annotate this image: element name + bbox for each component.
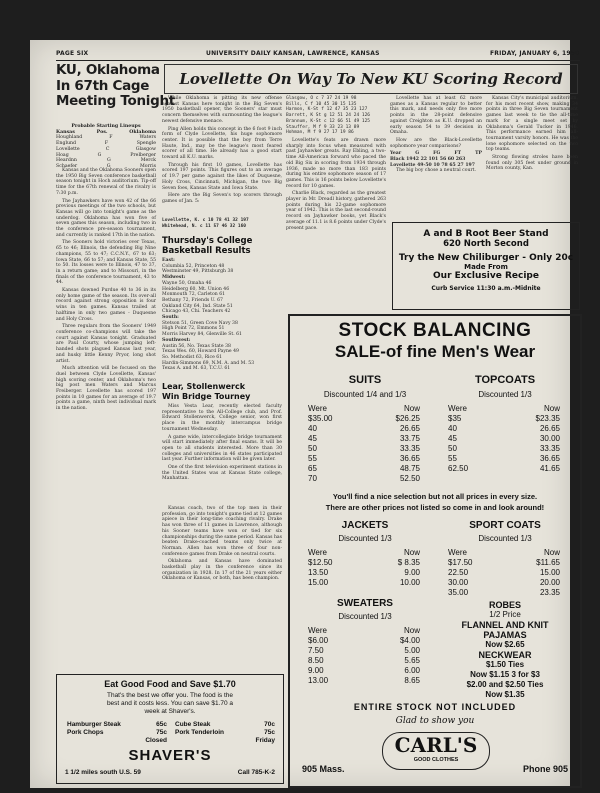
shaver-menu-right: Cube Steak 70c Pork Tenderloin 75c Friday [175,721,275,744]
robes-block [440,600,570,700]
shaver-headline: Eat Good Food and Save $1.70 [104,679,236,689]
result-line: Wayne 50, Omaha 46 [162,280,212,286]
lineup-col: Pos. [96,129,108,135]
story-paragraph: Kansas City's municipal auditorium, for his most recent show, making 34 points in three Big Seven tournament games last week to tie the all-time mark for a single meet set by Oklahoma's Gerald Tucker in 1946. This performance earned him all-tournament varsity honors. He was the lone sophomore selected on the two top teams. [486,96,578,153]
result-line: High Point 72, Emmons 51 [162,326,225,332]
sweaters-col-header: Were Now [308,626,420,635]
ad-line: Try the New Chiliburger - Only 20c [398,253,574,263]
neckwear-line: $2.00 and $2.50 Ties [466,680,544,689]
story-paragraph: The Jayhawkers have won 42 of the 66 previous meetings of the two schools, but Kansas will go into tonight's game as the underdog. Oklahoma has won five of seven games this season, including two in the conference pre-season tournament, and currently is ranked 17th in the nation. [56,198,156,238]
headline-line: Basketball Results [162,246,251,256]
sweaters-price-row: $6.00 $4.00 [308,636,420,645]
topcoats-price-row: 40 26.65 [448,424,560,433]
suits-price-row: 45 33.75 [308,434,420,443]
story-paragraph: Lovellette's feats are drawn more sharply into focus when measured with past Jayhawker greats. Ray Ebling, a two-time All-American forward who paced the old Big Six in scoring from 1934 through 1936, made no more than 183 points during his entire sophomore season of 17 games. This is 16 points below Lovellette's record for 10 games. [286,138,386,189]
jackets-discount: Discounted 1/3 [338,534,392,543]
suits-heading: SUITS [348,374,382,386]
result-line: Heidelberg 60, Mt. Union 46 [162,286,230,292]
suits-price-row: 65 48.75 [308,464,420,473]
result-line: Monmouth 72, Carleton 61 [162,292,226,298]
story-paragraph: Much attention will be focused on the duel between Clyde Lovellette, Kansas' high scoring center, and Oklahoma's two big post men Waters and Marcus Freiberger. Lovellette has scored 197 points in 10 games for an average of 19.7 points a game, ninth best individual mark in the nation. [56,366,156,412]
masthead [56,50,578,60]
topcoats-col-header: Were Now [448,404,560,413]
sweaters-price-row: 8.50 5.65 [308,656,420,665]
region-label: Midwest: [162,275,186,281]
story-paragraph: Through his first 10 games, Lovellette has scored 197 points. This figures out to an average of 19.7 per game against the likes of Duquesne, Holy Cross, Cincinnati, Michigan, the two Big Seven foes, Kansas State and Iowa State. [162,162,282,191]
headline-line: Lear, Stollenwerck [162,382,246,391]
result-line: So. Methodist 63, Rice 61 [162,354,223,360]
ad-line: Curb Service 11:30 a.m.-Midnite [431,285,541,292]
carls-logo-sub: GOOD CLOTHES [413,757,459,763]
lovellette-story-col1 [162,96,282,218]
sale-subtitle: SALE-of fine Men's Wear [334,342,536,361]
masthead-rule [56,60,580,61]
story-paragraph: Lovellette has at least 62 more games as a Kansas regular to better this mark, and needs only five more points in the 28-point defensive against Creighton as K.U. dropped an early season 54 to 39 decision in Omaha. [390,96,482,136]
result-line: Morris Harvey 84, Glenville St. 61 [162,332,242,338]
lineup-col: Oklahoma [129,129,156,135]
jackets-col-header: Were Now [308,548,420,557]
newspaper-page [30,40,580,788]
jackets-price-row: 13.50 9.00 [308,568,420,577]
story-paragraph: Oklahoma and Kansas have dominated basketball play in the conference since its organization in 1928. In 17 of the 21 years either Oklahoma or Kansas, or both, has been champion. [162,559,282,582]
paper-name: UNIVERSITY DAILY KANSAN, LAWRENCE, KANSAS [206,50,380,57]
headline-line: Win Bridge Tourney [162,391,251,401]
topcoats-price-row: 50 33.35 [448,444,560,453]
story-paragraph: One of the first television experiment stations in the United States was at Kansas State college, Manhattan. [162,465,282,482]
story-paragraph: Charlie Black, regarded as the greatest player in Mr. Dreadl history, gathered 263 points during his 22-game sophomore year of 1942. This is the last second-round record on Jayhawker books, yet Black's average of 11.1 is 8.6 points under Clyde's present pace. [286,191,386,231]
sale-footer: ENTIRE STOCK NOT INCLUDED [353,702,517,712]
sport-coats-heading: SPORT COATS [469,520,541,531]
story-paragraph: Kansas and the Oklahoma Sooners open the 1950 Big Seven conference basketball season tonight in Hoch auditorium. Tip-off time for the 67th renewal of the rivalry is 7:30 p.m. [56,168,156,196]
headline-line: KU, Oklahoma [56,62,160,78]
sweaters-price-row: 9.00 6.00 [308,666,420,675]
root-beer-ad [392,222,580,310]
result-line: Oakland City 64, Ind. State 51 [162,303,233,309]
scorer-row: Brannum, K-St c 12 66 51 49 125 [286,118,370,124]
topcoats-discount: Discounted 1/3 [478,390,532,399]
lovellette-story-col2 [286,138,386,308]
topcoats-price-row: 45 30.00 [448,434,560,443]
story-paragraph: Here are the Big Seven's top scorers through games of Jan. 5: [162,193,282,204]
pajamas-heading: FLANNEL AND KNIT [461,620,549,630]
carls-logo [382,732,490,770]
jackets-price-row: $12.50 $ 8.35 [308,558,420,567]
scorer-row: Barrett, K St g 12 51 24 24 126 [286,113,370,119]
sweaters-heading: SWEATERS [337,598,393,609]
story-paragraph: Three regulars from the Sooners' 1949 conference co-champions will take the court against Kansas tonight. Graduated are Paul Courty, whose jumping left-handed shots plagued Kansas last year, and husky little Kenny Pryor, long shot artist. [56,324,156,364]
thursday-results-headline [162,236,282,256]
top-scorers-table [162,218,282,232]
story-paragraph: Kansas coach, two of the top men in their profession, go into tonight's game tied at 12 games apiece in their long-time coaching rivalry. Drake has won three of 11 games in Lawrence, although his Sooner teams have won or tied for six championships during the same period. Kansas has beaten Drake-coached teams only twice at Norman. Allen has won three of four non-conference games from Drake on neutral courts. [162,506,282,557]
pajamas-price: Now $2.65 [485,640,525,649]
sale-note: There are other prices not listed so come in and look around! [325,503,545,512]
region-label: Southwest: [162,337,191,343]
lineup-row: Lovellette C Glasgow [56,146,156,152]
result-line: Bethany 72, Friends U. 67 [162,297,223,303]
scorer-row: Glasgow, O c 7 37 24 19 98 [286,96,357,101]
story-paragraph: The big boy chose a neutral court. [396,168,476,174]
result-line: Austin 56, No. Texas State 38 [162,343,231,349]
lineup-col: Kansas [56,129,75,135]
story-paragraph: While Oklahoma is pitting its new offense against Kansas here tonight in the Big Seven's 1950 basketball opener, the Sooners' star must concern themselves with surmounting the league's newest defensive menace. [162,96,282,124]
neckwear-line: Now $1.15 3 for $3 [470,670,540,679]
result-line: Westminster 49, Pittsburgh 38 [162,269,234,275]
sweaters-price-row: 13.00 8.65 [308,676,420,685]
neckwear-heading: NECKWEAR [478,650,532,660]
neckwear-line: Now $1.35 [485,690,525,699]
shaver-name: SHAVER'S [128,747,212,764]
sport-coats-price-row: 35.00 23.35 [448,588,560,597]
topcoats-price-row: $35 $23.35 [448,414,560,423]
suits-price-row: 50 33.35 [308,444,420,453]
shaver-location: 1 1/2 miles south U.S. 59 [65,769,141,776]
ku-oklahoma-headline [56,62,175,110]
ad-line: Made From [464,263,508,271]
compare-row: Black 1942 22 101 56 60 263 [390,157,466,163]
lineup-row: Heardnn G Merck [56,158,156,164]
shaver-copy: That's the best we offer you. The food is the best and it costs less. You can save $1.70 a week at Shaver's. [106,692,234,715]
pajamas-heading: PAJAMAS [483,630,527,640]
scorers-table-continued [286,96,386,136]
suits-price-row: 40 26.65 [308,424,420,433]
compare-header: Year G FG FT TP [390,151,482,157]
neckwear-line: $1.50 Ties [485,660,525,669]
sport-coats-col-header: Were Now [448,548,560,557]
scorer-row: Bills, C f 10 45 30 15 135 [286,101,357,107]
sport-coats-price-row: $17.50 $11.65 [448,558,560,567]
store-phone: Phone 905 [522,764,568,774]
story-paragraph: Kansas downed Purdue 40 to 36 in its only home game of the season. Its over-all record against strong opposition is four wins in ten games. Kansas trailed at halftime in only two games - Duquesne and Holy Cross. [56,288,156,322]
region-label: East: [162,258,175,263]
lineup-row: Houghland F Waters [56,135,156,141]
shaver-menu-left: Hamburger Steak 65c Pork Chops 75c Closed [67,721,167,744]
ad-line: A and B Root Beer Stand [423,229,549,239]
headline-line: In 67th Cage [56,77,150,94]
story-paragraph: How are the Black-Lovellette sophomore year comparisons? [390,137,482,149]
ad-line: Our Exclusive Recipe [433,271,539,281]
scorer-row: Hohman, M f 9 27 17 19 86 [286,130,354,136]
sale-tagline: Glad to show you [395,716,475,726]
ku-oklahoma-story-continued [162,506,282,666]
sport-coats-discount: Discounted 1/3 [478,534,532,543]
robes-price: 1/2 Price [489,610,521,619]
story-paragraph: Ping Allen holds this concept in the 6 foot 9 inch form of Clyde Lovellette, his huge sophomore center. It is possible that the boy from Terre Haute, Ind., may be the league's most feared scorer of all time. He already has a good start toward all K.U. marks. [162,126,282,161]
compare-row: Lovellette 49-50 10 78 65 27 197 [390,162,475,168]
ad-line: 620 North Second [443,239,529,249]
region-label: South: [162,315,179,321]
sport-coats-price-row: 30.00 20.00 [448,578,560,587]
lovellette-headline: Lovellette On Way To New KU Scoring Record [164,64,578,94]
story-paragraph: The Sooners hold victories over Texas, 65 to 46; Illinois, the defending Big Nine champions, 55 to 47; C.C.N.Y., 67 to 63; Iowa State, 66 to 57; and Kansas State, 55 to 50. Its losses were to Illinois, 47 to 37, in a return game; and to Missouri, in the finals of the conference tournament, 43 to 44. [56,240,156,286]
shaver-phone: Call 785-K-2 [237,769,275,776]
page-number: PAGE SIX [56,50,89,57]
suits-col-header: Were Now [308,404,420,413]
carls-logo-text: CARL'S [394,733,478,757]
suits-price-row: 55 36.65 [308,454,420,463]
result-line: Texas Wes. 60, Howard Payne 49 [162,349,239,355]
ku-oklahoma-story [56,168,156,668]
jackets-price-row: 15.00 10.00 [308,578,420,587]
topcoats-heading: TOPCOATS [474,374,536,386]
suits-price-row: $35.00 $26.25 [308,414,420,423]
lear-headline [162,382,282,401]
lovellette-story-col3 [390,96,482,192]
suits-price-row: 70 52.50 [308,474,420,483]
scorer-row: Stauffer, M f 9 33 23 13 89 [286,124,360,130]
sale-title: STOCK BALANCING [338,320,532,341]
scorer-row: Lovellette, K. c 10 78 41 32 197 [162,218,249,223]
sport-coats-price-row: 22.50 15.00 [448,568,560,577]
sweaters-price-row: 7.50 5.00 [308,646,420,655]
story-paragraph: Strong flowing stroles have been found only 305 feet under ground in Morton county, Kan. [486,155,578,172]
result-line: Chicago 43, Chi. Teachers 42 [162,309,231,315]
lear-story [162,404,282,502]
sweaters-discount: Discounted 1/3 [338,612,392,621]
shavers-ad [56,674,284,784]
sale-note: You'll find a nice selection but not all prices in every size. [332,492,538,501]
headline-line: Meeting Tonight [56,93,175,109]
store-address: 905 Mass. [302,764,345,774]
lineup-title: Probable Starting Lineups [71,124,141,129]
starting-lineups [56,124,156,170]
carls-sale-ad [288,314,582,788]
lineup-row: Schaefer G Morris [56,163,156,169]
suits-discount: Discounted 1/4 and 1/3 [323,390,407,399]
headline-line: Thursday's College [162,236,253,246]
lovellette-story-col4 [486,96,578,218]
topcoats-price-row: 62.50 41.65 [448,464,560,473]
result-line: Stetson 51, Green Cove Navy 38 [162,320,238,326]
thursday-results-list [162,258,282,378]
result-line: Texas A. and M. 63, T.C.U. 61 [162,366,231,372]
robes-heading: ROBES [488,600,521,610]
topcoats-price-row: 55 36.65 [448,454,560,463]
issue-date: FRIDAY, JANUARY 6, 1950 [490,50,580,57]
result-line: Hardin-Simmons 69, N.M. A. and M. 53 [162,360,255,366]
scorer-row: Whitehead, N. c 11 57 46 32 160 [162,223,246,229]
scorer-row: Harmon, K-St f 12 47 35 23 127 [286,107,368,113]
jackets-heading: JACKETS [341,520,389,531]
result-line: Columbia 52, Princeton 48 [162,263,225,269]
lineup-row: Hoag G Prelberger [56,152,156,158]
story-paragraph: Miss Vesta Lear, recently elected faculty representative to the All-College club, and Prof. Edward Stollenwerck, College senior, won first place in the monthly intercampus bridge tournament Wednesday. [162,404,282,432]
story-paragraph: A game wide, intercollegiate bridge tournament will start immediately after final exams. It will be open to all students interested. More than 30 colleges and universities in 46 states participated last year. Further information will be given later. [162,434,282,463]
lineup-row: Englund F Spengle [56,141,156,147]
